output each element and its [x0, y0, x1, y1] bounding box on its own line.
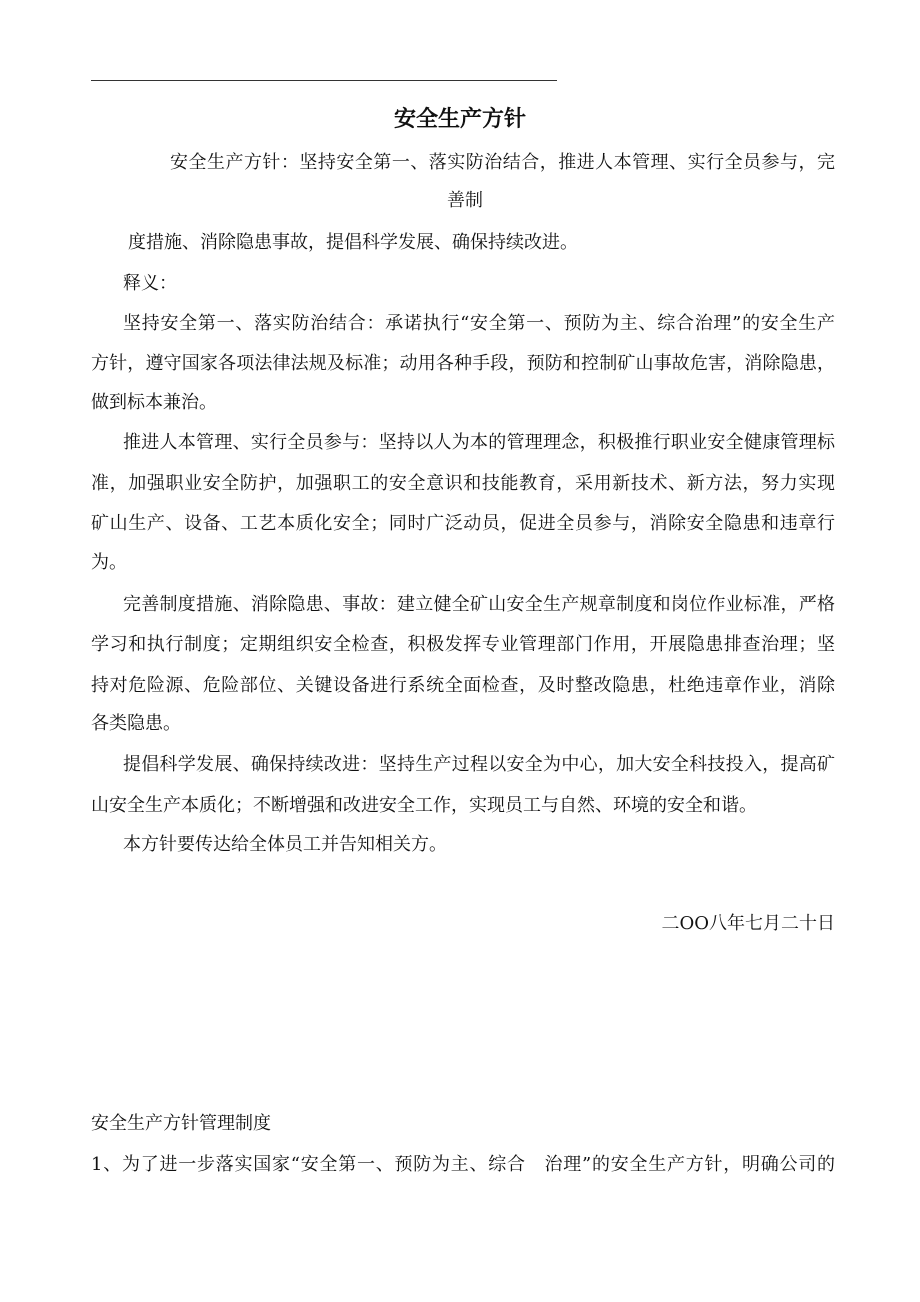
para2-line: 为。	[91, 552, 127, 573]
header-rule	[91, 80, 557, 81]
para4-line: 提倡科学发展、确保持续改进：坚持生产过程以安全为中心，加大安全科技投入，提高矿	[123, 754, 835, 775]
explanation-label: 释义：	[123, 273, 177, 294]
para3-line: 完善制度措施、消除隐患、事故：建立健全矿山安全生产规章制度和岗位作业标准，严格	[123, 594, 835, 615]
para4-line: 山安全生产本质化；不断增强和改进安全工作，实现员工与自然、环境的安全和谐。	[91, 795, 757, 816]
para3-line: 学习和执行制度；定期组织安全检查，积极发挥专业管理部门作用，开展隐患排查治理；坚	[91, 634, 835, 655]
document-date: 二OO八年七月二十日	[661, 913, 835, 934]
policy-line-3: 度措施、消除隐患事故，提倡科学发展、确保持续改进。	[128, 232, 578, 253]
policy-line-1: 安全生产方针：坚持安全第一、落实防治结合，推进人本管理、实行全员参与，完	[170, 152, 835, 173]
para3-line: 各类隐患。	[91, 713, 181, 734]
para2-line: 推进人本管理、实行全员参与：坚持以人为本的管理理念，积极推行职业安全健康管理标	[123, 432, 835, 453]
policy-line-2: 善制	[447, 190, 483, 211]
para1-line: 坚持安全第一、落实防治结合：承诺执行“安全第一、预防为主、综合治理”的安全生产	[123, 313, 835, 334]
para5-line: 本方针要传达给全体员工并告知相关方。	[123, 834, 447, 855]
para2-line: 准，加强职业安全防护，加强职工的安全意识和技能教育，采用新技术、新方法，努力实现	[91, 473, 835, 494]
para1-line: 方针，遵守国家各项法律法规及标准；动用各种手段，预防和控制矿山事故危害，消除隐患，	[91, 353, 835, 374]
para1-line: 做到标本兼治。	[91, 392, 217, 413]
para3-line: 持对危险源、危险部位、关键设备进行系统全面检查，及时整改隐患，杜绝违章作业，消除	[91, 675, 835, 696]
section2-line-1: 1、为了进一步落实国家“安全第一、预防为主、综合 治理”的安全生产方针，明确公司的	[91, 1154, 835, 1175]
section2-heading: 安全生产方针管理制度	[91, 1113, 271, 1134]
page-title: 安全生产方针	[393, 106, 526, 132]
para2-line: 矿山生产、设备、工艺本质化安全；同时广泛动员，促进全员参与，消除安全隐患和违章行	[91, 513, 835, 534]
